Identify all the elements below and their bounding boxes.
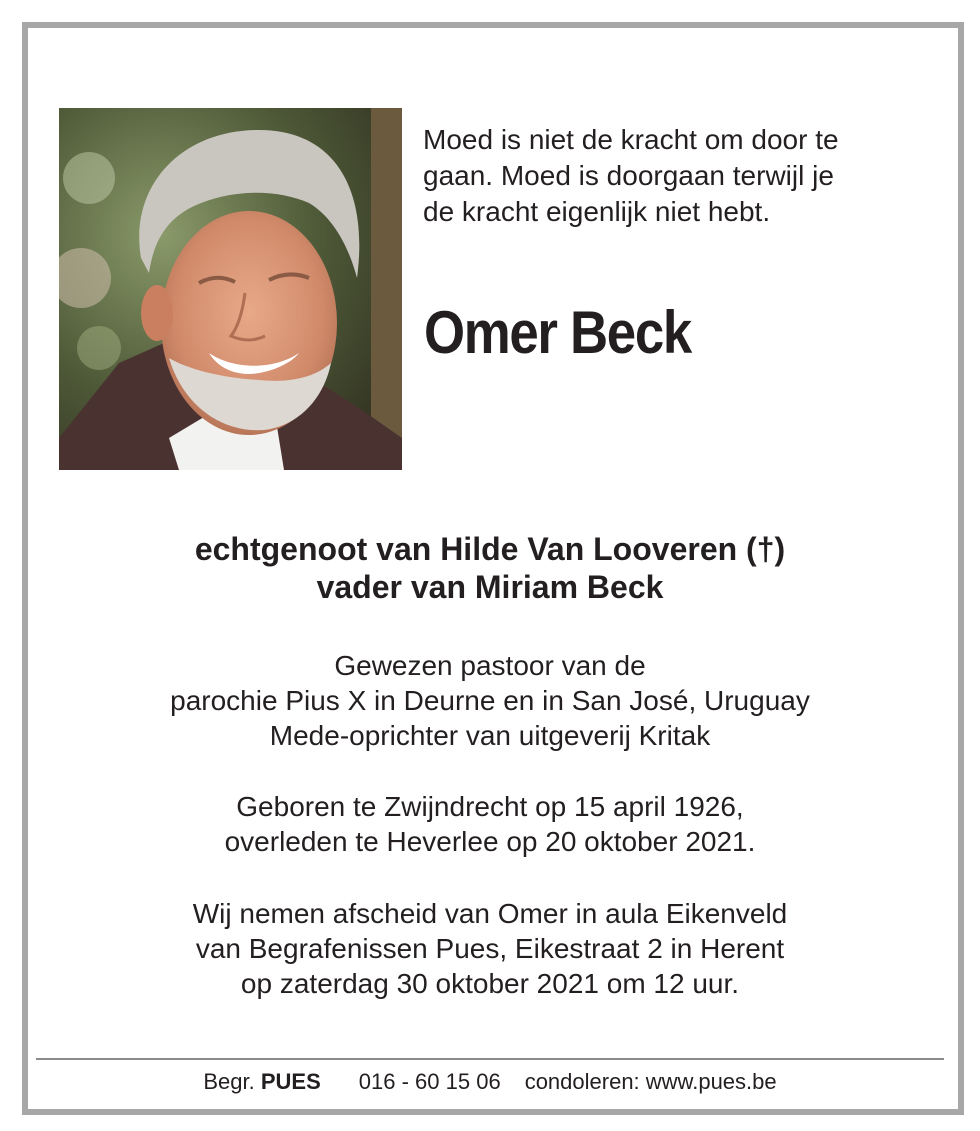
funeral-line: op zaterdag 30 oktober 2021 om 12 uur. bbox=[240, 968, 740, 999]
career-line: Mede-oprichter van uitgeverij Kritak bbox=[269, 720, 711, 751]
funeral-home-name: PUES bbox=[260, 1069, 321, 1094]
relation-line: vader van Miriam Beck bbox=[316, 569, 664, 605]
portrait-photo bbox=[59, 108, 402, 470]
footer-phone: 016 - 60 15 06 bbox=[358, 1069, 501, 1094]
funeral-home-footer bbox=[0, 1067, 980, 1097]
relation-line: echtgenoot van Hilde Van Looveren (†) bbox=[194, 531, 786, 567]
date-line: Geboren te Zwijndrecht op 15 april 1926, bbox=[236, 791, 744, 822]
date-line: overleden te Heverlee op 20 oktober 2021. bbox=[224, 826, 756, 857]
footer-prefix: Begr. bbox=[203, 1069, 255, 1094]
funeral-details bbox=[40, 896, 940, 1001]
career-info bbox=[40, 648, 940, 753]
birth-death-dates bbox=[40, 789, 940, 859]
quote-line: Moed is niet de kracht om door te bbox=[423, 124, 839, 155]
career-line: parochie Pius X in Deurne en in San José, Uruguay bbox=[170, 685, 810, 716]
deceased-name: Omer Beck bbox=[424, 299, 691, 366]
funeral-line: van Begrafenissen Pues, Eikestraat 2 in Herent bbox=[195, 933, 785, 964]
footer-divider bbox=[36, 1058, 944, 1060]
quote-line: gaan. Moed is doorgaan terwijl je bbox=[423, 160, 834, 191]
career-line: Gewezen pastoor van de bbox=[334, 650, 646, 681]
quote-line: de kracht eigenlijk niet hebt. bbox=[423, 196, 771, 227]
funeral-line: Wij nemen afscheid van Omer in aula Eikenveld bbox=[192, 898, 788, 929]
footer-condolence-link: condoleren: www.pues.be bbox=[524, 1069, 777, 1094]
memorial-quote bbox=[423, 122, 923, 230]
family-relations bbox=[40, 530, 940, 606]
